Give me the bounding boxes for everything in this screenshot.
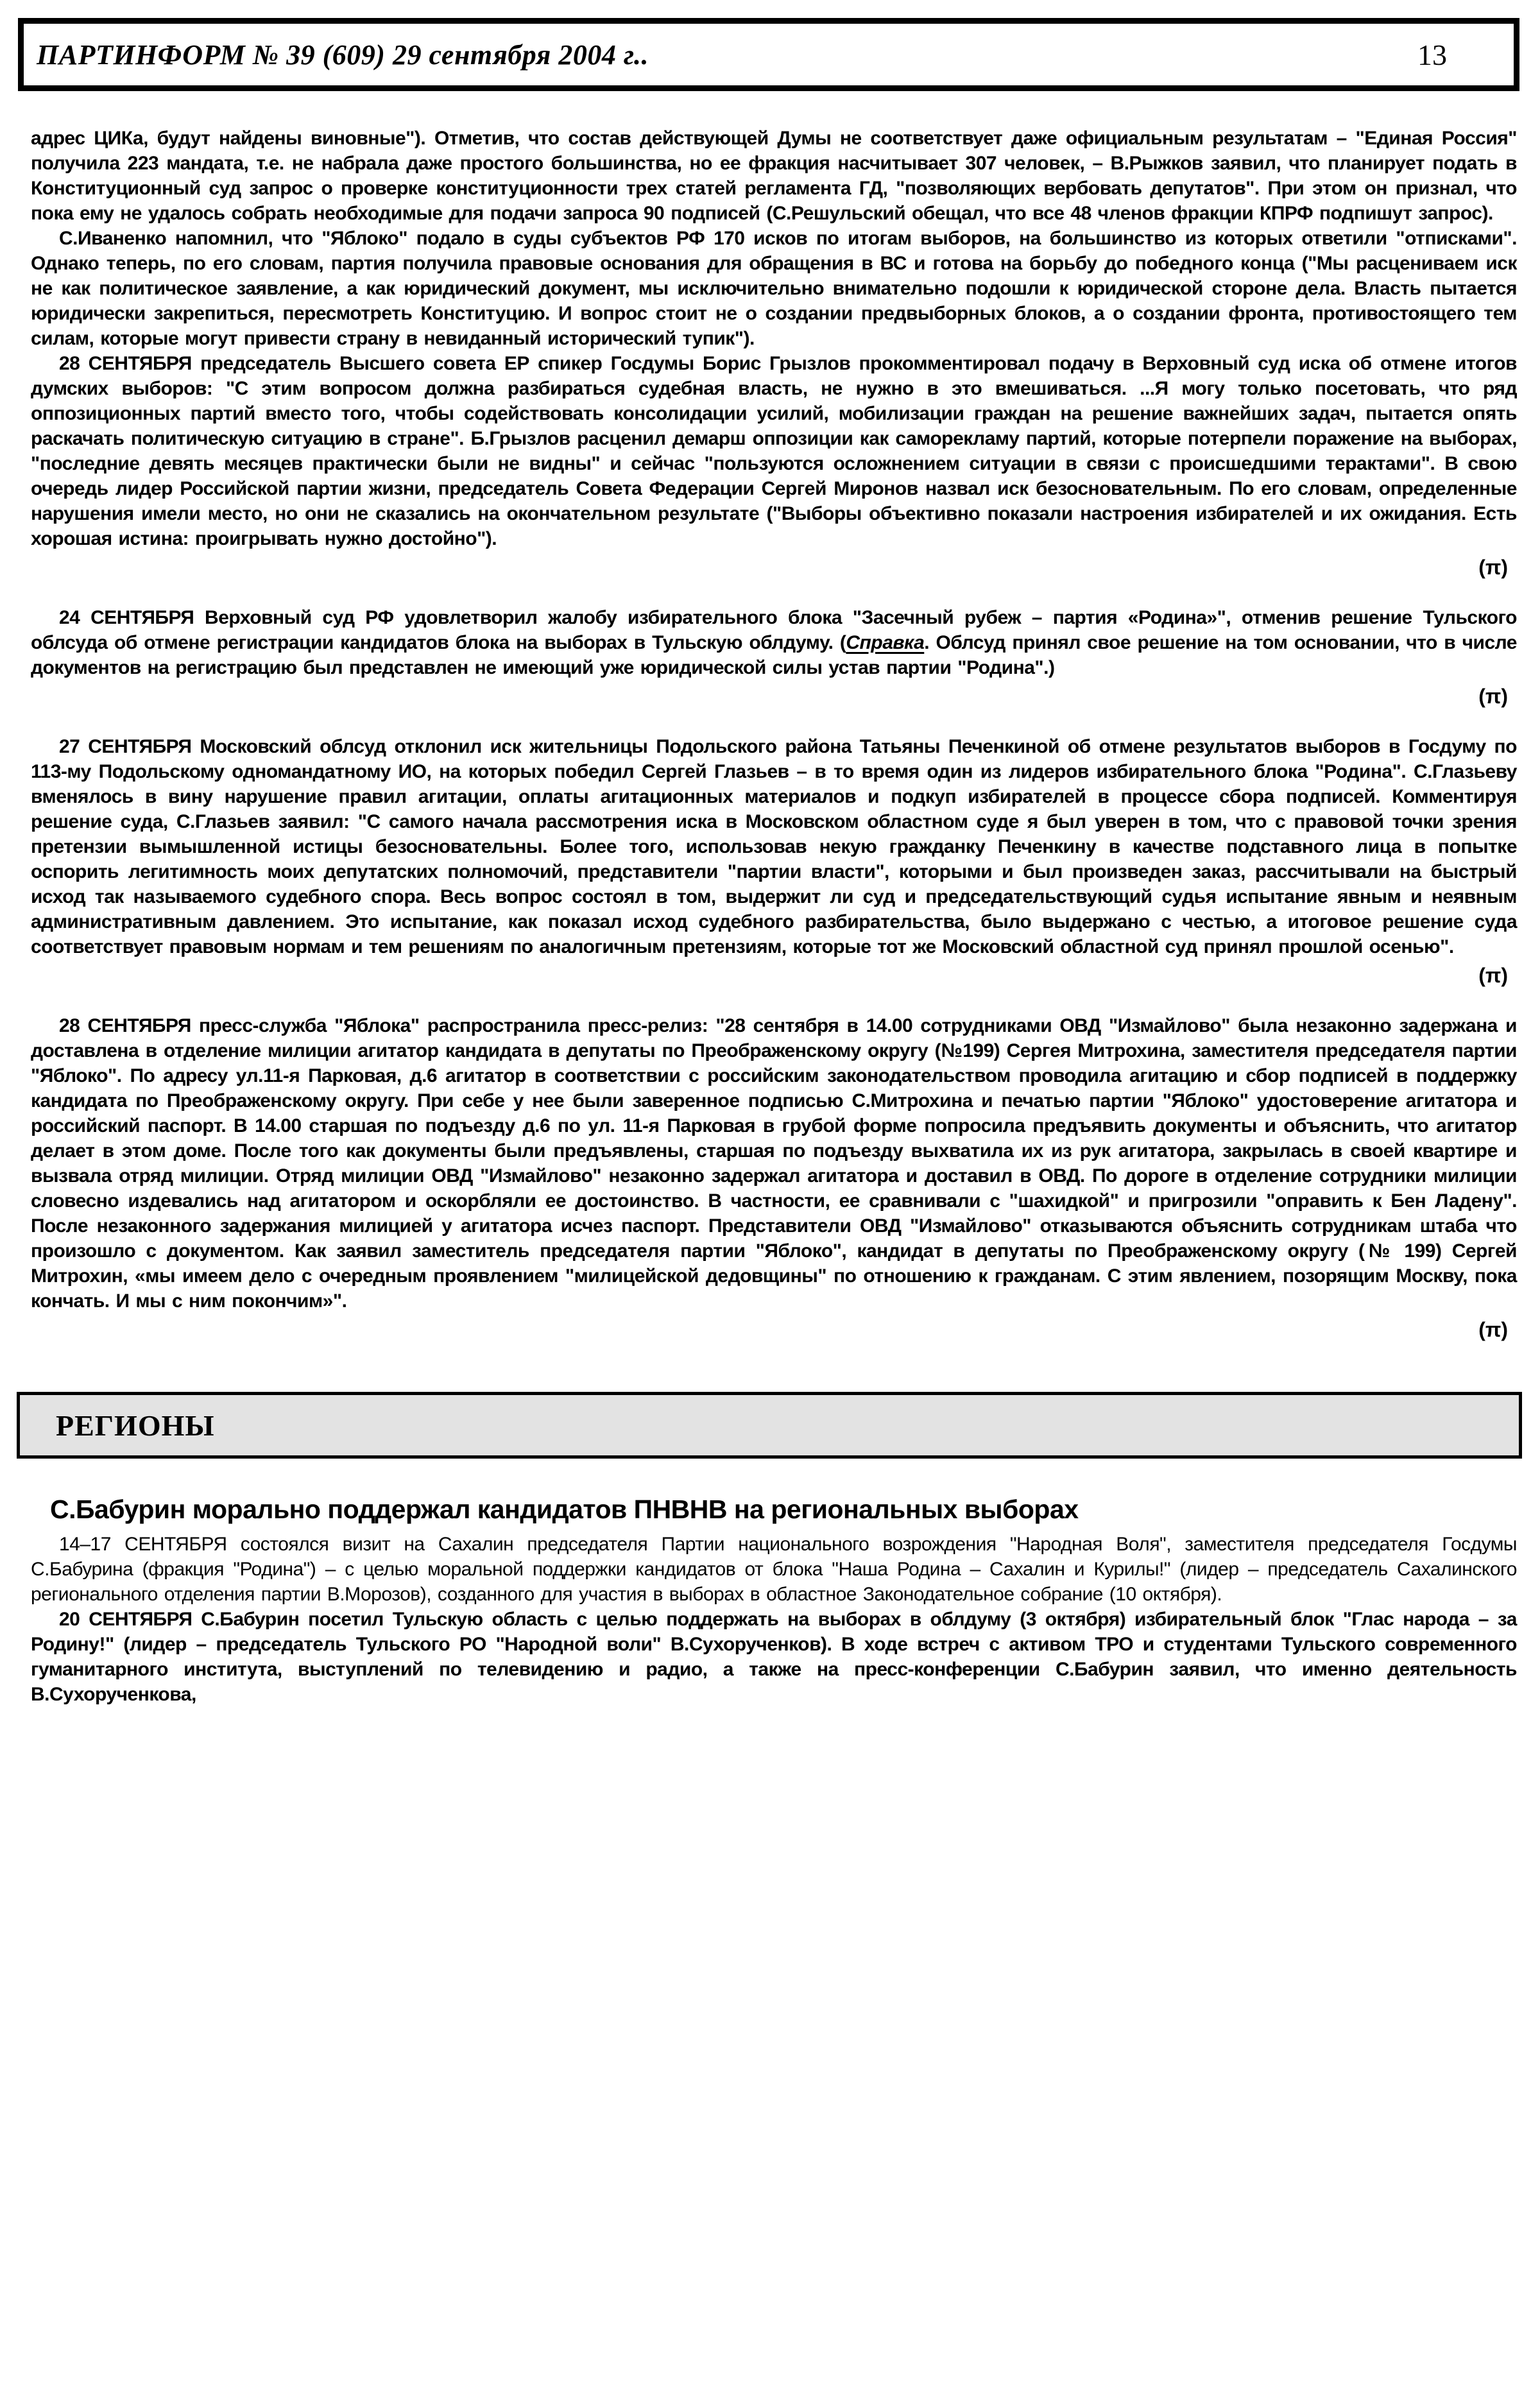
page-header — [18, 18, 1519, 91]
paragraph-sakhalin-visit: 14–17 СЕНТЯБРЯ состоялся визит на Сахалин председателя Партии национального возрождения "Народная Воля", заместителя председателя Госдумы С.Бабурина (фракция "Родина") – с целью моральной поддержки кандидатов от блока "Наша Родина – Сахалин и Курилы!" (лидер – председатель Сахалинского регионального отделения партии В.Морозов), созданного для участия в выборах в областное Законодательное собрание (10 октября). — [31, 1534, 1517, 1605]
paragraph-gryzlov: 28 СЕНТЯБРЯ председатель Высшего совета ЕР спикер Госдумы Борис Грызлов прокомментировал подачу в Верховный суд иска об отмене итогов думских выборов: "С этим вопросом должна разбираться судебная власть, не нужно в это вмешиваться. ...Я могу только посетовать, что ряд оппозиционных партий вместо того, чтобы содействовать консолидации усилий, мобилизации граждан на решение важнейших задач, пытается опять раскачать политическую ситуацию в стране". Б.Грызлов расценил демарш оппозиции как саморекламу партий, которые потерпели поражение на выборах, "последние девять месяцев практически были не видны" и сейчас "пользуются осложнением ситуации в связи с происшедшими терактами". В свою очередь лидер Российской партии жизни, председатель Совета Федерации Сергей Миронов назвал иск безосновательным. По его словам, определенные нарушения имели место, но они не сказались на окончательном результате ("Выборы объективно показали настроения избирателей и их ожидания. Есть хорошая истина: проигрывать нужно достойно"). — [31, 353, 1517, 549]
regions-section-bar — [17, 1392, 1522, 1459]
paragraph-supreme-court — [31, 605, 1517, 680]
page-number: 13 — [1417, 38, 1447, 71]
pi-mark: (π) — [1478, 1318, 1508, 1341]
paragraph-text: 24 СЕНТЯБРЯ Верховный суд РФ удовлетворил жалобу избирательного блока "Засечный рубеж – партия «Родина»", отменив решение Тульского облсуда об отмене регистрации кандидатов блока на выборах в Тульскую облдуму. ( — [31, 607, 1517, 653]
pi-mark: (π) — [1478, 964, 1508, 987]
article-heading: С.Бабурин морально поддержал кандидатов ПНВНВ на региональных выборах — [50, 1495, 1079, 1524]
body-text-column — [31, 126, 1517, 1707]
paragraph-text: . Облсуд принял свое решение на том основании, что в числе документов на регистрацию был представлен не имеющий уже юридической силы устав партии "Родина".) — [31, 632, 1517, 678]
paragraph-moscow-court: 27 СЕНТЯБРЯ Московский облсуд отклонил иск жительницы Подольского района Татьяны Печенкиной об отмене результатов выборов в Госдуму по 113-му Подольскому одномандатному ИО, на которых победил Сергей Глазьев – в то время один из лидеров избирательного блока "Родина". С.Глазьеву вменялось в вину нарушение правил агитации, оплаты агитационных материалов и подкуп избирателей в процессе сбора подписей. Комментируя решение суда, С.Глазьев заявил: "С самого начала рассмотрения иска в Московском областном суде я был уверен в том, что с правовой точки зрения претензии вымышленной истицы безосновательны. Более того, использовав некую гражданку Печенкину в качестве подставного лица в попытке оспорить легитимность моих депутатских полномочий, представители "партии власти", которыми и был произведен заказ, рассчитывали на быстрый исход так называемого судебного спора. Весь вопрос состоял в том, выдержит ли суд и председательствующий судья испытание явным и неявным административным давлением. Это испытание, как показал исход судебного разбирательства, было выдержано с честью, а итоговое решение суда соответствует правовым нормам и тем решениям по аналогичным претензиям, которые тот же Московский областной суд принял прошлой осенью". — [31, 736, 1517, 957]
pi-mark: (π) — [1478, 685, 1508, 708]
spravka-label: Справка — [846, 632, 925, 653]
pi-mark: (π) — [1478, 556, 1508, 579]
newsletter-title: ПАРТИНФОРМ № 39 (609) 29 сентября 2004 г.. — [37, 39, 649, 71]
paragraph-ivanenko: С.Иваненко напомнил, что "Яблоко" подало в суды субъектов РФ 170 исков по итогам выборов, на большинство из которых ответили "отписками". Однако теперь, по его словам, партия получила правовые основания для обращения в ВС и готова на борьбу до победного конца ("Мы расцениваем иск не как политическое заявление, а как юридический документ, мы исключительно внимательно подошли к юридической стороне дела. Власть пытается юридически закрепиться, пересмотреть Конституцию. И вопрос стоит не о создании предвыборных блоков, а о создании фронта, противостоящего тем силам, которые могут привести страну в невиданный исторический тупик"). — [31, 228, 1517, 349]
paragraph-tula-visit: 20 СЕНТЯБРЯ С.Бабурин посетил Тульскую область с целью поддержать на выборах в облдуму (3 октября) избирательный блок "Глас народа – за Родину!" (лидер – председатель Тульского РО "Народной воли" В.Сухорученков). В ходе встреч с активом ТРО и студентами Тульского современного гуманитарного института, выступлений по телевидению и радио, а также на пресс-конференции С.Бабурин заявил, что именно деятельность В.Сухорученкова, — [31, 1609, 1517, 1705]
paragraph-continuation: адрес ЦИКа, будут найдены виновные"). Отметив, что состав действующей Думы не соответствует даже официальным результатам – "Единая Россия" получила 223 мандата, т.е. не набрала даже простого большинства, но ее фракция насчитывает 307 человек, – В.Рыжков заявил, что планирует подать в Конституционный суд запрос о проверке конституционности трех статей регламента ГД, "позволяющих вербовать депутатов". При этом он признал, что пока ему не удалось собрать необходимые для подачи запроса 90 подписей (С.Решульский обещал, что все 48 членов фракции КПРФ подпишут запрос). — [31, 128, 1517, 224]
regions-section-label: РЕГИОНЫ — [56, 1409, 215, 1442]
paragraph-yabloko-press: 28 СЕНТЯБРЯ пресс-служба "Яблока" распространила пресс-релиз: "28 сентября в 14.00 сотрудниками ОВД "Измайлово" была незаконно задержана и доставлена в отделение милиции агитатор кандидата в депутаты по Преображенскому округу (№199) Сергея Митрохина, заместителя председателя партии "Яблоко". По адресу ул.11-я Парковая, д.6 агитатор в соответствии с российским законодательством проводила агитацию и сбор подписей в поддержку кандидата по Преображенскому округу. При себе у нее были заверенное подписью С.Митрохина и печатью партии "Яблоко" удостоверение агитатора и российский паспорт. В 14.00 старшая по подъезду д.6 по ул. 11-я Парковая в грубой форме попросила предъявить документы и объяснить, что агитатор делает в этом доме. После того как документы были предъявлены, старшая по подъезду выхватила их из рук агитатора, закрылась в своей квартире и вызвала отряд милиции. Отряд милиции ОВД "Измайлово" незаконно задержал агитатора и доставил в ОВД. По дороге в отделение сотрудники милиции словесно издевались над агитатором и оскорбляли ее достоинство. В частности, ее сравнивали с "шахидкой" и пригрозили "оправить к Бен Ладену". После незаконного задержания милицией у агитатора исчез паспорт. Представители ОВД "Измайлово" отказываются объяснить сотрудникам штаба что произошло с документом. Как заявил заместитель председателя партии "Яблоко", кандидат в депутаты по Преображенскому округу (№ 199) Сергей Митрохин, «мы имеем дело с очередным проявлением "милицейской дедовщины" по отношению к гражданам. С этим явлением, позорящим Москву, пока кончать. И мы с ним покончим»". — [31, 1015, 1517, 1312]
